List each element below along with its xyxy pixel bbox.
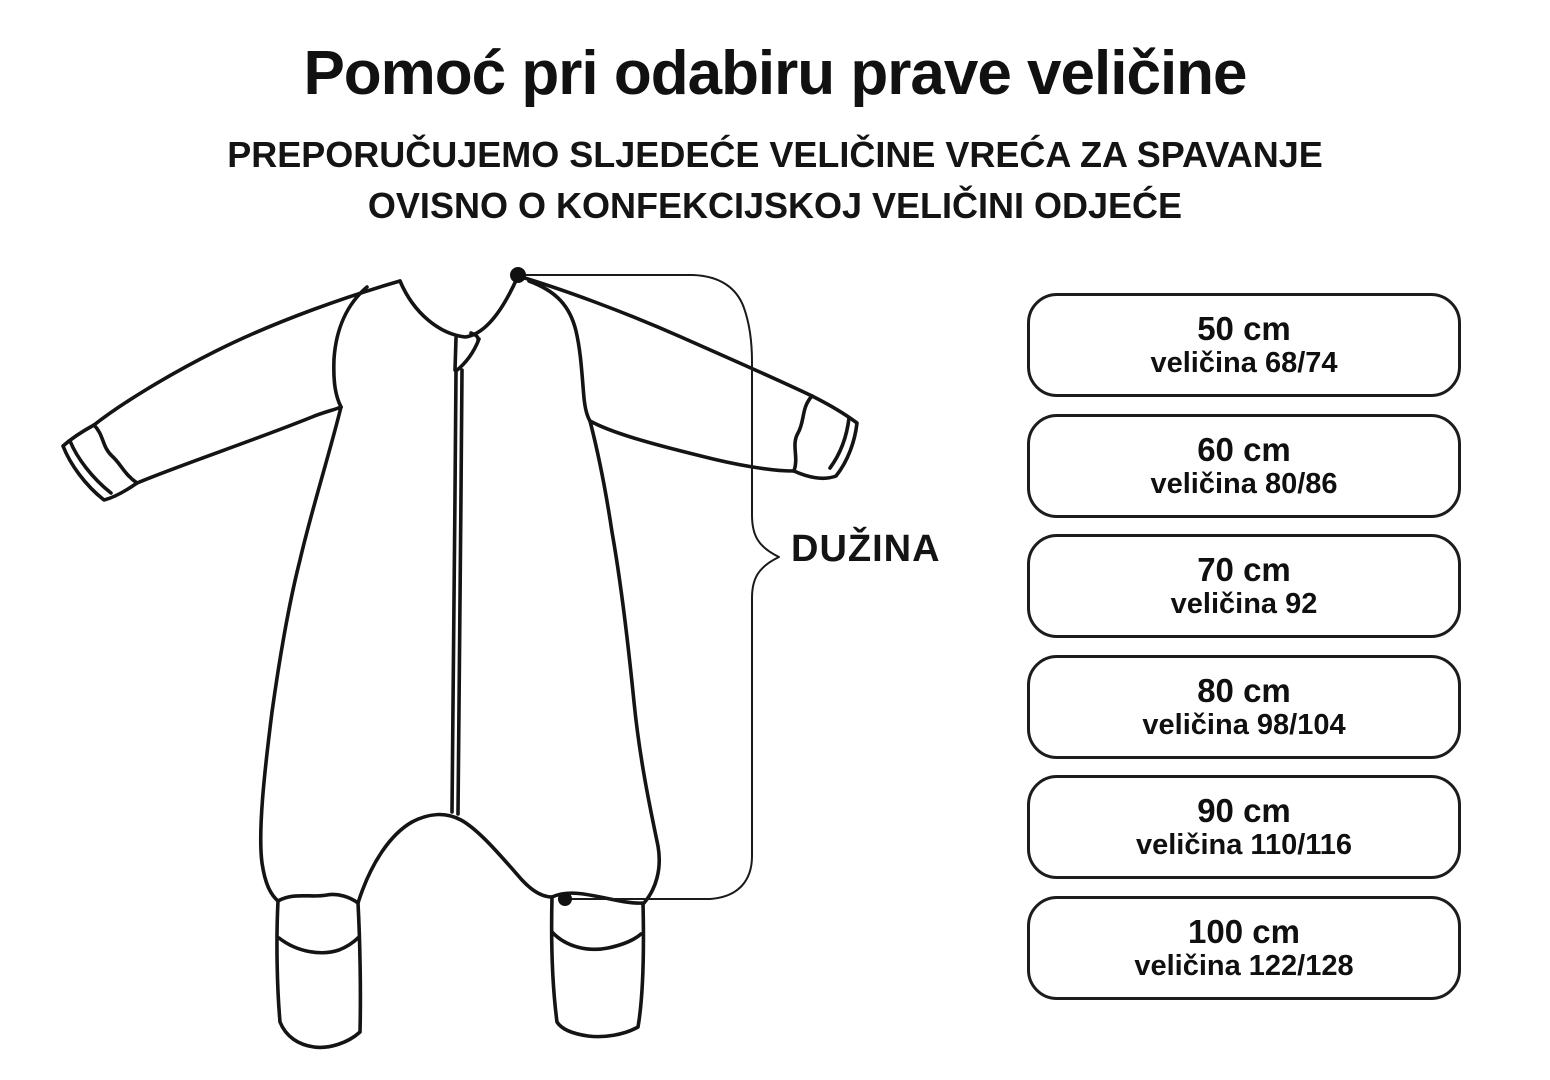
size-box-length: 100 cm: [1188, 912, 1300, 950]
size-box-clothing-size: veličina 92: [1170, 588, 1318, 620]
size-box-length: 80 cm: [1197, 671, 1291, 709]
right-cuff-seam: [794, 396, 812, 471]
zipper-flap: [455, 333, 479, 371]
size-box-clothing-size: veličina 98/104: [1142, 708, 1346, 741]
subtitle-line-2: OVISNO O KONFEKCIJSKOJ VELIČINI ODJEĆE: [367, 185, 1183, 226]
zipper-line-left: [452, 371, 456, 812]
size-box-length: 70 cm: [1197, 551, 1291, 588]
body-left-edge: [261, 407, 341, 901]
size-box-90cm: [1027, 775, 1461, 879]
length-measurement-label: DUŽINA: [791, 528, 941, 570]
right-sleeve-top-edge: [518, 276, 812, 396]
size-box-100cm: [1027, 896, 1461, 1000]
left-sleeve-underside: [137, 407, 341, 483]
size-box-clothing-size: veličina 122/128: [1134, 949, 1354, 982]
neckline: [400, 276, 518, 337]
subtitle-line-1: PREPORUČUJEMO SLJEDEĆE VELIČINE VREĆA ZA SPAVANJE: [227, 134, 1323, 175]
left-bootie-ankle-fold: [279, 937, 359, 953]
left-shoulder-seam: [334, 287, 367, 407]
zipper-line-right: [458, 370, 462, 814]
left-cuff-seam: [94, 425, 137, 483]
size-box-clothing-size: veličina 68/74: [1150, 347, 1338, 379]
size-box-70cm: [1027, 534, 1461, 638]
page-title: Pomoć pri odabiru prave veličine: [303, 39, 1247, 108]
left-bootie: [277, 894, 360, 1047]
size-box-clothing-size: veličina 110/116: [1135, 829, 1353, 861]
size-recommendation-list: [1027, 293, 1461, 1000]
right-shoulder-seam: [529, 281, 590, 421]
size-box-length: 90 cm: [1197, 792, 1291, 829]
right-bootie: [552, 893, 644, 1036]
size-box-60cm: [1027, 414, 1461, 518]
garment-outline: [63, 276, 857, 1047]
measurement-dot-foot: [558, 892, 572, 906]
crotch-arch: [358, 815, 552, 903]
size-box-clothing-size: veličina 80/86: [1150, 467, 1338, 500]
size-box-length: 50 cm: [1197, 310, 1291, 347]
size-box-80cm: [1027, 655, 1461, 759]
right-sleeve-underside: [590, 421, 794, 471]
right-bootie-ankle-fold: [552, 932, 641, 949]
body-right-edge: [590, 421, 659, 903]
size-box-length: 60 cm: [1197, 430, 1291, 468]
size-box-50cm: [1027, 293, 1461, 397]
measurement-dot-shoulder: [510, 267, 526, 283]
